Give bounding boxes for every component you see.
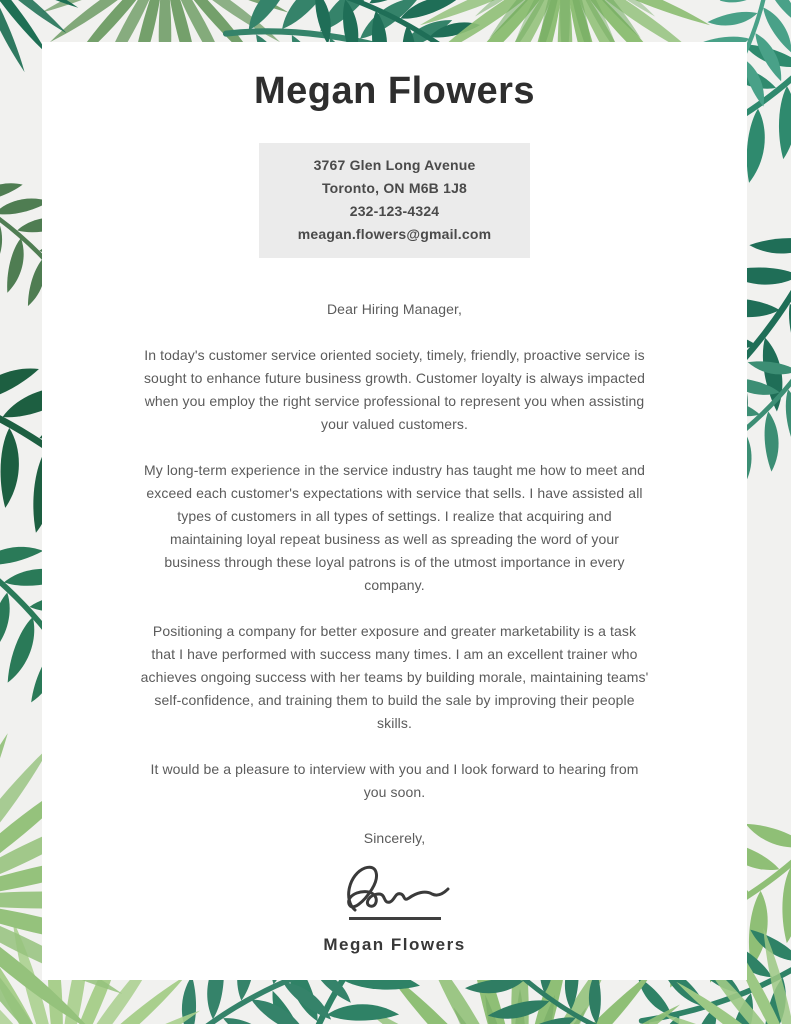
contact-email: meagan.flowers@gmail.com [297,226,492,242]
contact-info-box [259,143,530,258]
contact-address-line: 3767 Glen Long Avenue [313,157,476,173]
signature-line [349,917,441,920]
signature-name: Megan Flowers [323,935,466,954]
signature-block [42,864,747,955]
signature-scribble-icon [339,864,451,914]
letter-page [42,42,747,980]
page-title: Megan Flowers [254,70,535,112]
paragraph-3: Positioning a company for better exposure and greater marketability is a task that I have performed with success many times. I am an excellent trainer who achieves ongoing success with her teams by building morale, maintaining teams' self-confidence, and training them to build the sale by improving their people skills. [140,623,649,731]
paragraph-2: My long-term experience in the service industry has taught me how to meet and exceed each customer's expectations with service that sells. I have assisted all types of customers in all types of settings. I realize that acquiring and maintaining loyal repeat business as well as spreading the word of your business through these loyal patrons is of the utmost importance in every company. [143,462,646,593]
contact-phone: 232-123-4324 [349,203,440,219]
closing: Sincerely, [363,830,426,846]
paragraph-1: In today's customer service oriented society, timely, friendly, proactive service is sought to enhance future business growth. Customer loyalty is always impacted when you employ the right service professional to represent you when assisting your valued customers. [143,347,646,432]
letter-body [141,298,649,850]
contact-city-line: Toronto, ON M6B 1J8 [321,180,468,196]
paragraph-4: It would be a pleasure to interview with you and I look forward to hearing from you soon. [150,761,639,800]
salutation: Dear Hiring Manager, [326,301,463,317]
